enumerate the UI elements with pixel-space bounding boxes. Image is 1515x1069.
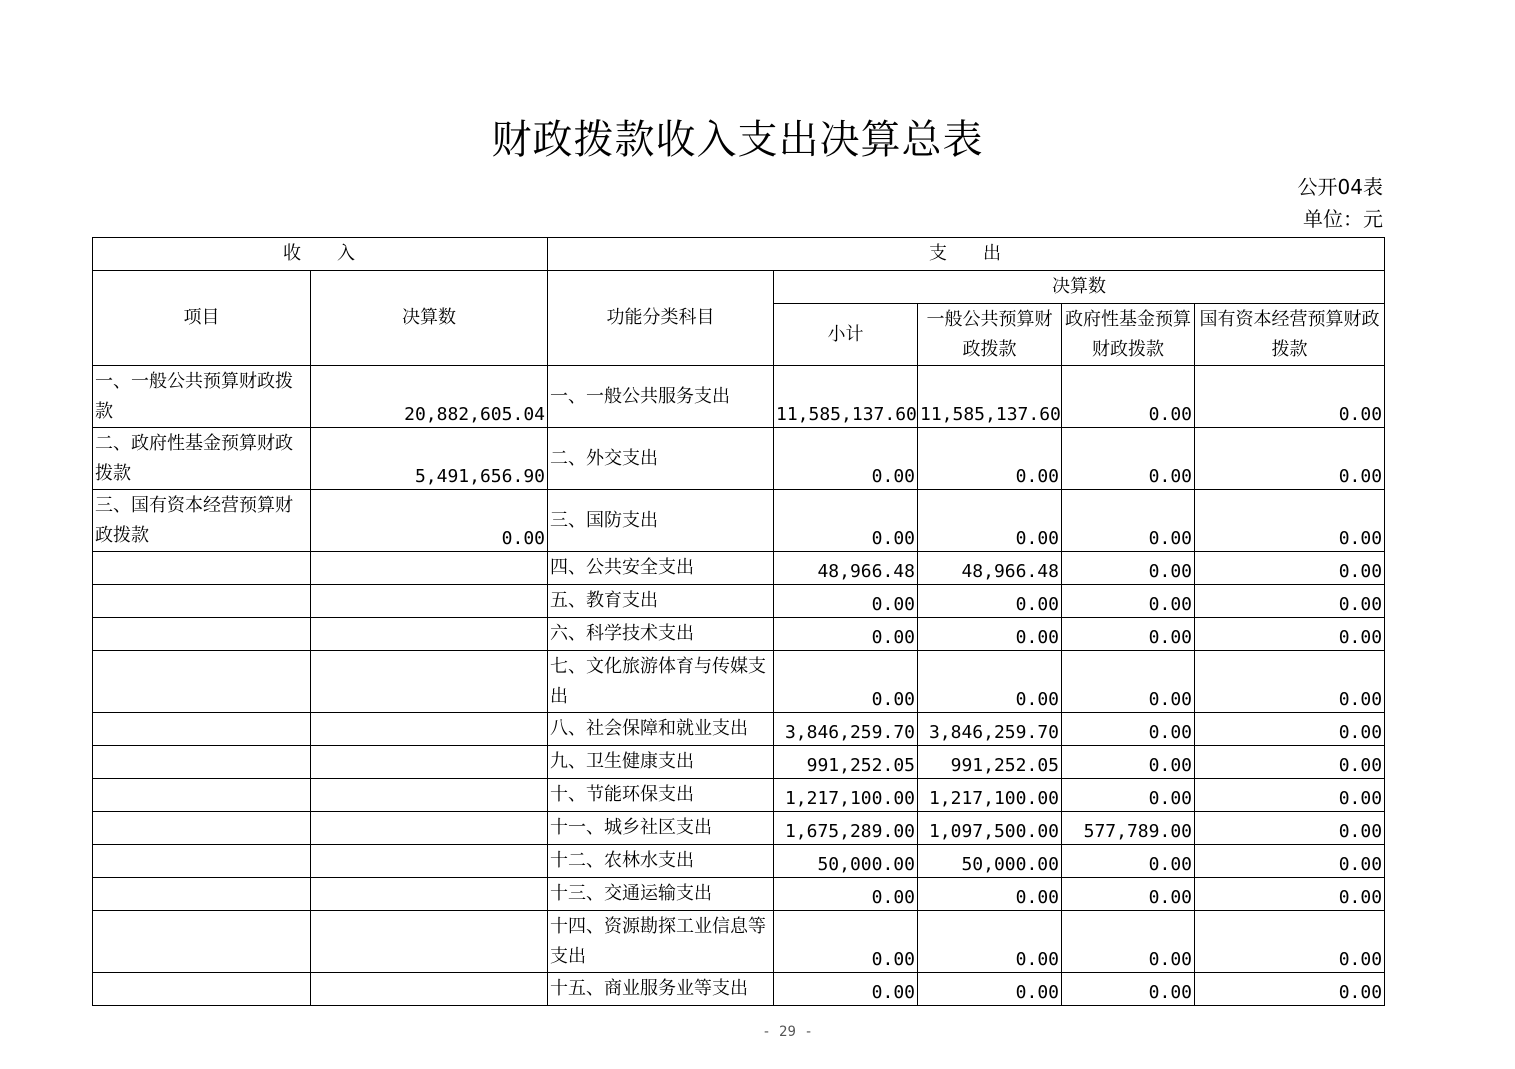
state-capital-cell: 0.00 xyxy=(1195,746,1385,779)
gov-fund-header: 政府性基金预算财政拨款 xyxy=(1062,304,1195,366)
general-budget-header: 一般公共预算财政拨款 xyxy=(918,304,1062,366)
subtotal-header: 小计 xyxy=(774,304,918,366)
subtotal-cell: 0.00 xyxy=(774,911,918,973)
subtotal-cell: 0.00 xyxy=(774,585,918,618)
state-capital-cell: 0.00 xyxy=(1195,428,1385,490)
expense-item-cell: 十三、交通运输支出 xyxy=(548,878,774,911)
gov-fund-cell: 0.00 xyxy=(1062,713,1195,746)
expense-item-cell: 十五、商业服务业等支出 xyxy=(548,973,774,1006)
expense-item-cell: 三、国防支出 xyxy=(548,490,774,552)
gov-fund-cell: 0.00 xyxy=(1062,618,1195,651)
general-budget-cell: 1,097,500.00 xyxy=(918,812,1062,845)
general-budget-cell: 0.00 xyxy=(918,973,1062,1006)
table-row xyxy=(93,779,1385,812)
general-budget-cell: 0.00 xyxy=(918,618,1062,651)
table-row xyxy=(93,428,1385,490)
function-class-header: 功能分类科目 xyxy=(548,271,774,366)
subtotal-cell: 0.00 xyxy=(774,428,918,490)
general-budget-cell: 48,966.48 xyxy=(918,552,1062,585)
table-row xyxy=(93,552,1385,585)
gov-fund-cell: 0.00 xyxy=(1062,973,1195,1006)
state-capital-cell: 0.00 xyxy=(1195,911,1385,973)
subtotal-cell: 1,675,289.00 xyxy=(774,812,918,845)
income-item-cell xyxy=(93,779,311,812)
expense-item-cell: 十一、城乡社区支出 xyxy=(548,812,774,845)
table-row xyxy=(93,911,1385,973)
table-row xyxy=(93,973,1385,1006)
state-capital-cell: 0.00 xyxy=(1195,845,1385,878)
income-item-cell: 三、国有资本经营预算财政拨款 xyxy=(93,490,311,552)
amount-header: 决算数 xyxy=(311,271,548,366)
gov-fund-cell: 0.00 xyxy=(1062,428,1195,490)
subtotal-cell: 0.00 xyxy=(774,878,918,911)
state-capital-cell: 0.00 xyxy=(1195,812,1385,845)
state-capital-cell: 0.00 xyxy=(1195,713,1385,746)
subtotal-cell: 48,966.48 xyxy=(774,552,918,585)
income-amount-cell xyxy=(311,779,548,812)
gov-fund-cell: 0.00 xyxy=(1062,552,1195,585)
general-budget-cell: 11,585,137.60 xyxy=(918,366,1062,428)
header-row-2 xyxy=(93,271,1385,304)
income-amount-cell xyxy=(311,552,548,585)
gov-fund-cell: 0.00 xyxy=(1062,366,1195,428)
income-item-cell xyxy=(93,552,311,585)
income-item-cell xyxy=(93,845,311,878)
expense-item-cell: 四、公共安全支出 xyxy=(548,552,774,585)
table-row xyxy=(93,878,1385,911)
state-capital-cell: 0.00 xyxy=(1195,366,1385,428)
final-amount-header: 决算数 xyxy=(774,271,1385,304)
gov-fund-cell: 0.00 xyxy=(1062,779,1195,812)
general-budget-cell: 50,000.00 xyxy=(918,845,1062,878)
income-amount-cell xyxy=(311,973,548,1006)
general-budget-cell: 991,252.05 xyxy=(918,746,1062,779)
expense-item-cell: 七、文化旅游体育与传媒支出 xyxy=(548,651,774,713)
table-row xyxy=(93,651,1385,713)
income-item-cell xyxy=(93,911,311,973)
state-capital-cell: 0.00 xyxy=(1195,651,1385,713)
income-amount-cell: 0.00 xyxy=(311,490,548,552)
unit-label: 单位：元 xyxy=(1303,207,1383,231)
income-amount-cell xyxy=(311,878,548,911)
income-amount-cell xyxy=(311,845,548,878)
expense-item-cell: 九、卫生健康支出 xyxy=(548,746,774,779)
state-capital-header: 国有资本经营预算财政拨款 xyxy=(1195,304,1385,366)
gov-fund-cell: 0.00 xyxy=(1062,746,1195,779)
income-item-cell xyxy=(93,973,311,1006)
income-amount-cell xyxy=(311,651,548,713)
gov-fund-cell: 0.00 xyxy=(1062,651,1195,713)
general-budget-cell: 0.00 xyxy=(918,651,1062,713)
table-row xyxy=(93,585,1385,618)
income-item-cell xyxy=(93,585,311,618)
header-row-1 xyxy=(93,238,1385,271)
general-budget-cell: 1,217,100.00 xyxy=(918,779,1062,812)
table-code: 公开04表 xyxy=(1297,175,1383,199)
state-capital-cell: 0.00 xyxy=(1195,585,1385,618)
budget-table xyxy=(92,237,1385,1006)
income-item-cell xyxy=(93,651,311,713)
subtotal-cell: 991,252.05 xyxy=(774,746,918,779)
expense-item-cell: 六、科学技术支出 xyxy=(548,618,774,651)
expense-item-cell: 十二、农林水支出 xyxy=(548,845,774,878)
income-item-cell xyxy=(93,618,311,651)
income-amount-cell xyxy=(311,746,548,779)
expense-item-cell: 十、节能环保支出 xyxy=(548,779,774,812)
table-row xyxy=(93,746,1385,779)
subtotal-cell: 11,585,137.60 xyxy=(774,366,918,428)
item-header: 项目 xyxy=(93,271,311,366)
state-capital-cell: 0.00 xyxy=(1195,618,1385,651)
expense-item-cell: 五、教育支出 xyxy=(548,585,774,618)
income-item-cell: 二、政府性基金预算财政拨款 xyxy=(93,428,311,490)
table-row xyxy=(93,490,1385,552)
gov-fund-cell: 0.00 xyxy=(1062,845,1195,878)
gov-fund-cell: 0.00 xyxy=(1062,911,1195,973)
income-amount-cell xyxy=(311,618,548,651)
table-row xyxy=(93,812,1385,845)
subtotal-cell: 0.00 xyxy=(774,651,918,713)
income-item-cell xyxy=(93,746,311,779)
expense-header: 支出 xyxy=(548,238,1385,271)
general-budget-cell: 0.00 xyxy=(918,911,1062,973)
income-header: 收入 xyxy=(93,238,548,271)
expense-item-cell: 二、外交支出 xyxy=(548,428,774,490)
income-amount-cell xyxy=(311,713,548,746)
page-number: - 29 - xyxy=(762,1024,813,1040)
state-capital-cell: 0.00 xyxy=(1195,490,1385,552)
income-item-cell xyxy=(93,713,311,746)
subtotal-cell: 1,217,100.00 xyxy=(774,779,918,812)
general-budget-cell: 0.00 xyxy=(918,490,1062,552)
page-title: 财政拨款收入支出决算总表 xyxy=(491,117,984,163)
subtotal-cell: 3,846,259.70 xyxy=(774,713,918,746)
general-budget-cell: 0.00 xyxy=(918,428,1062,490)
state-capital-cell: 0.00 xyxy=(1195,878,1385,911)
table-row xyxy=(93,845,1385,878)
gov-fund-cell: 0.00 xyxy=(1062,878,1195,911)
general-budget-cell: 0.00 xyxy=(918,585,1062,618)
income-amount-cell: 5,491,656.90 xyxy=(311,428,548,490)
income-item-cell: 一、一般公共预算财政拨款 xyxy=(93,366,311,428)
expense-item-cell: 八、社会保障和就业支出 xyxy=(548,713,774,746)
state-capital-cell: 0.00 xyxy=(1195,973,1385,1006)
expense-item-cell: 十四、资源勘探工业信息等支出 xyxy=(548,911,774,973)
state-capital-cell: 0.00 xyxy=(1195,552,1385,585)
state-capital-cell: 0.00 xyxy=(1195,779,1385,812)
general-budget-cell: 0.00 xyxy=(918,878,1062,911)
income-item-cell xyxy=(93,812,311,845)
subtotal-cell: 0.00 xyxy=(774,490,918,552)
gov-fund-cell: 577,789.00 xyxy=(1062,812,1195,845)
general-budget-cell: 3,846,259.70 xyxy=(918,713,1062,746)
table-row xyxy=(93,713,1385,746)
subtotal-cell: 0.00 xyxy=(774,973,918,1006)
table-row xyxy=(93,366,1385,428)
table-row xyxy=(93,618,1385,651)
gov-fund-cell: 0.00 xyxy=(1062,585,1195,618)
expense-item-cell: 一、一般公共服务支出 xyxy=(548,366,774,428)
subtotal-cell: 0.00 xyxy=(774,618,918,651)
income-amount-cell xyxy=(311,585,548,618)
income-amount-cell: 20,882,605.04 xyxy=(311,366,548,428)
income-item-cell xyxy=(93,878,311,911)
gov-fund-cell: 0.00 xyxy=(1062,490,1195,552)
subtotal-cell: 50,000.00 xyxy=(774,845,918,878)
income-amount-cell xyxy=(311,911,548,973)
income-amount-cell xyxy=(311,812,548,845)
